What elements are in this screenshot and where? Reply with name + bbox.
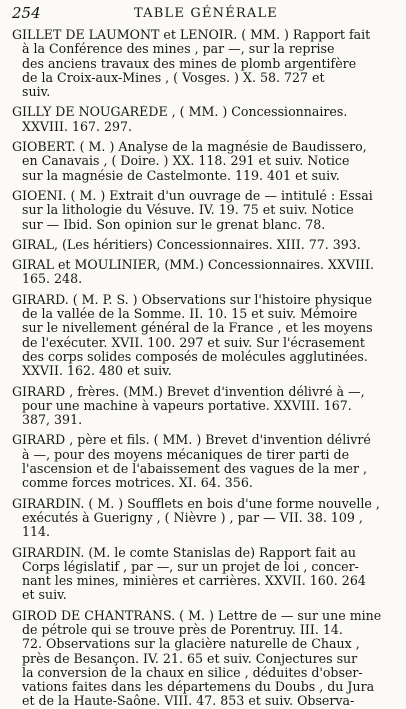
entry-line: et suiv. (22, 588, 67, 603)
index-entry (12, 385, 400, 428)
running-head: TABLE GÉNÉRALE (134, 6, 278, 21)
index-entry (12, 546, 400, 603)
entry-line: sur — Ibid. Son opinion sur le grenat blanc. 78. (22, 217, 326, 232)
entry-line: GIRAL, (Les héritiers) Concessionnaires. XIII. 77. 393. (12, 237, 361, 252)
entry-line: XXVIII. 167. 297. (22, 119, 133, 134)
entry-line: exécutés à Guerigny , ( Nièvre ) , par — VII. 38. 109 , (22, 510, 363, 525)
entry-line: de la vallée de la Somme. II. 10. 15 et suiv. Mémoire (22, 307, 358, 322)
page-header (12, 4, 400, 26)
index-entry (12, 28, 400, 99)
entry-line: GIOBERT. ( M. ) Analyse de la magnésie de Baudissero, (12, 140, 367, 155)
index-entry (12, 497, 400, 540)
entry-line: Corps législatif , par —, sur un projet de loi , concer- (22, 559, 359, 574)
entry-line: de la Croix-aux-Mines , ( Vosges. ) X. 58. 727 et (22, 70, 325, 85)
entry-line: de pétrole qui se trouve près de Porentruy. III. 14. (22, 622, 343, 637)
entry-line: XXVII. 162. 480 et suiv. (22, 364, 172, 379)
entry-line: 72. Observations sur la glacière naturelle de Chaux , (22, 637, 360, 652)
entry-line: 165. 248. (22, 272, 83, 287)
entry-line: des corps solides composés de molécules agglutinées. (22, 349, 368, 364)
entry-line: GIRARD. ( M. P. S. ) Observations sur l'histoire physique (12, 292, 373, 307)
index-entry (12, 189, 400, 232)
entry-line: GIOENI. ( M. ) Extrait d'un ouvrage de — intitulé : Essai (12, 188, 373, 203)
entry-line: des anciens travaux des mines de plomb argentifère (22, 56, 357, 71)
index-entry (12, 258, 400, 287)
entry-line: sur le nivellement général de la France , et les moyens (22, 321, 373, 336)
entry-line: 114. (22, 525, 51, 540)
entry-line: GIRARDIN. (M. le comte Stanislas de) Rapport fait au (12, 545, 356, 560)
entry-line: GILLET DE LAUMONT et LENOIR. ( MM. ) Rapport fait (12, 28, 371, 42)
entry-line: nant les mines, minières et carrières. XXVII. 160. 264 (22, 574, 366, 589)
entry-line: sur la magnésie de Castelmonte. 119. 401 et suiv. (22, 168, 340, 183)
entry-line: comme forces motrices. XI. 64. 356. (22, 476, 253, 491)
entry-line: la conversion de la chaux en silice , déduites d'obser- (22, 665, 363, 680)
entry-line: à la Conférence des mines , par —, sur la reprise (22, 42, 335, 57)
entry-line: GIROD DE CHANTRANS. ( M. ) Lettre de — sur une mine (12, 608, 382, 623)
entry-line: près de Besançon. IV. 21. 65 et suiv. Conjectures sur (22, 651, 358, 666)
index-entry (12, 105, 400, 134)
index-entry (12, 238, 400, 252)
entry-line: pour une machine à vapeurs portative. XXVIII. 167. (22, 398, 352, 413)
index-entry (12, 433, 400, 490)
index-entries (12, 28, 400, 709)
entry-line: et de la Haute-Saône. VIII. 47. 853 et suiv. Observa- (22, 694, 355, 709)
entry-line: GILLY DE NOUGARÈDE , ( MM. ) Concessionnaires. (12, 105, 348, 120)
entry-line: GIRAL et MOULINIER, (MM.) Concessionnaires. XXVIII. (12, 258, 374, 273)
entry-line: GIRARD , frères. (MM.) Brevet d'invention délivré à —, (12, 384, 365, 399)
entry-line: 387, 391. (22, 413, 83, 428)
index-entry (12, 293, 400, 379)
entry-line: GIRARDIN. ( M. ) Soufflets en bois d'une forme nouvelle , (12, 496, 380, 511)
entry-line: suiv. (22, 85, 51, 100)
entry-line: de l'exécuter. XVII. 100. 297 et suiv. Sur l'écrasement (22, 335, 365, 350)
entry-line: sur la lithologie du Vésuve. IV. 19. 75 et suiv. Notice (22, 203, 354, 218)
page-number: 254 (12, 4, 41, 22)
entry-line: GIRARD , père et fils. ( MM. ) Brevet d'invention délivré (12, 433, 371, 448)
index-entry (12, 609, 400, 709)
entry-line: en Canavais , ( Doire. ) XX. 118. 291 et suiv. Notice (22, 154, 350, 169)
entry-line: l'ascension et de l'abaissement des vagues de la mer , (22, 462, 368, 477)
index-entry (12, 140, 400, 183)
entry-line: vations faites dans les départemens du Doubs , du Jura (22, 680, 375, 695)
entry-line: à —, pour des moyens mécaniques de tirer parti de (22, 447, 350, 462)
